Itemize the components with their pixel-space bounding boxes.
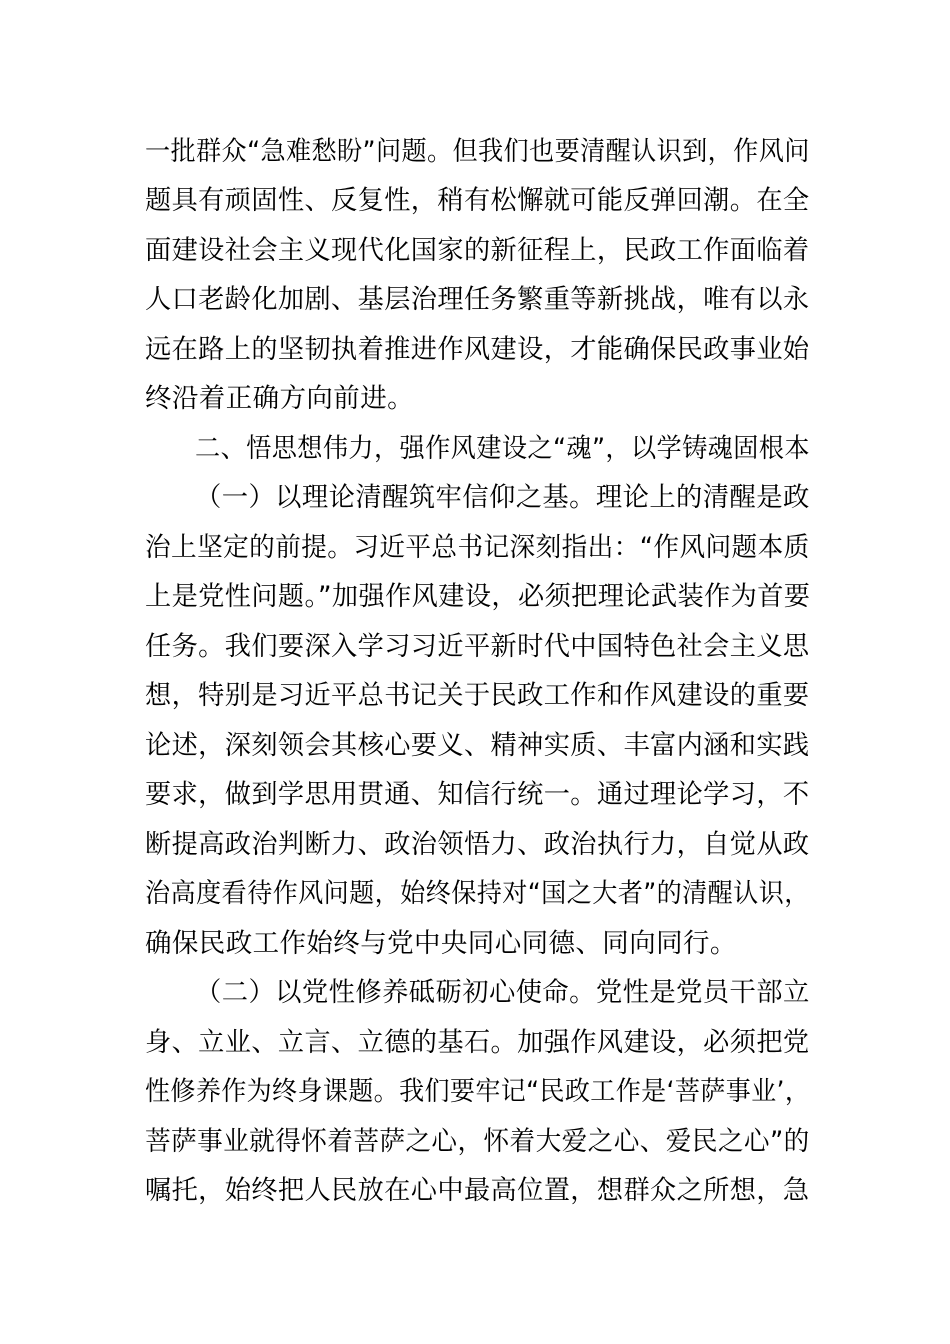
text-line: 嘱托，始终把人民放在心中最高位置，想群众之所想，急 xyxy=(145,1175,810,1206)
text-line: 要求，做到学思用贯通、知信行统一。通过理论学习，不 xyxy=(145,779,810,810)
text-line: 人口老龄化加剧、基层治理任务繁重等新挑战，唯有以永 xyxy=(145,284,810,315)
text-line: 任务。我们要深入学习习近平新时代中国特色社会主义思 xyxy=(145,631,810,662)
text-line: 一批群众“急难愁盼”问题。但我们也要清醒认识到，作风问 xyxy=(145,136,810,167)
section-heading: 二、悟思想伟力，强作风建设之“魂”，以学铸魂固根本 xyxy=(195,433,810,464)
text-line: 治高度看待作风问题，始终保持对“国之大者”的清醒认识， xyxy=(145,878,810,909)
text-line: 题具有顽固性、反复性，稍有松懈就可能反弹回潮。在全 xyxy=(145,185,810,216)
text-line: 论述，深刻领会其核心要义、精神实质、丰富内涵和实践 xyxy=(145,730,810,761)
text-line: 想，特别是习近平总书记关于民政工作和作风建设的重要 xyxy=(145,680,810,711)
text-line: 终沿着正确方向前进。 xyxy=(145,383,414,414)
subsection-start: （一）以理论清醒筑牢信仰之基。理论上的清醒是政 xyxy=(195,482,810,513)
text-line: 菩萨事业就得怀着菩萨之心，怀着大爱之心、爱民之心”的 xyxy=(145,1126,810,1157)
text-line: 上是党性问题。”加强作风建设，必须把理论武装作为首要 xyxy=(145,581,811,612)
text-line: 面建设社会主义现代化国家的新征程上，民政工作面临着 xyxy=(145,235,810,266)
subsection-start: （二）以党性修养砥砺初心使命。党性是党员干部立 xyxy=(195,977,810,1008)
text-line: 性修养作为终身课题。我们要牢记“民政工作是‘菩萨事业’， xyxy=(145,1076,811,1107)
text-line: 身、立业、立言、立德的基石。加强作风建设，必须把党 xyxy=(145,1027,810,1058)
text-line: 远在路上的坚韧执着推进作风建设，才能确保民政事业始 xyxy=(145,334,810,365)
text-line: 治上坚定的前提。习近平总书记深刻指出：“作风问题本质 xyxy=(145,532,810,563)
text-line: 确保民政工作始终与党中央同心同德、同向同行。 xyxy=(145,928,737,959)
text-line: 断提高政治判断力、政治领悟力、政治执行力，自觉从政 xyxy=(145,829,810,860)
